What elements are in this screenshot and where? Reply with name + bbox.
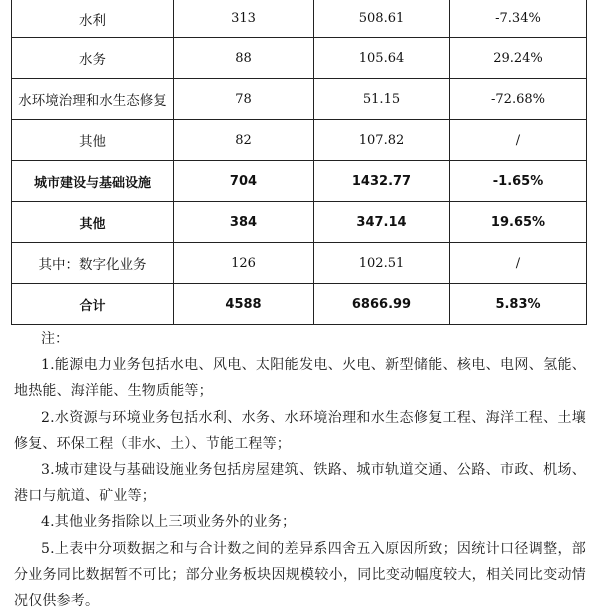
row-count: 384 (174, 202, 314, 243)
table-row (12, 120, 587, 161)
row-change: 19.65% (450, 202, 587, 243)
table-row (12, 0, 587, 38)
row-count: 78 (174, 79, 314, 120)
row-name: 水务 (12, 38, 174, 79)
row-change: / (450, 120, 587, 161)
row-change: / (450, 243, 587, 284)
row-name: 其他 (12, 120, 174, 161)
row-name: 合计 (12, 284, 174, 325)
table-row-subtotal (12, 161, 587, 202)
row-name: 城市建设与基础设施 (12, 161, 174, 202)
row-name: 其他 (12, 202, 174, 243)
row-amount: 1432.77 (314, 161, 450, 202)
data-table (11, 0, 587, 325)
note-item: 4.其他业务指除以上三项业务外的业务； (41, 514, 297, 531)
table-row (12, 79, 587, 120)
row-amount: 107.82 (314, 120, 450, 161)
row-change: -72.68% (450, 79, 587, 120)
row-change: -7.34% (450, 0, 587, 38)
table-row (12, 243, 587, 284)
row-name: 其中：数字化业务 (12, 243, 174, 284)
row-amount: 347.14 (314, 202, 450, 243)
note-item: 3.城市建设与基础设施业务包括房屋建筑、铁路、城市轨道交通、公路、市政、机场、港口与航道、矿业等； (14, 462, 586, 505)
note-item: 1.能源电力业务包括水电、风电、太阳能发电、火电、新型储能、核电、电网、氢能、地热能、海洋能、生物质能等； (14, 357, 586, 400)
row-count: 704 (174, 161, 314, 202)
row-count: 88 (174, 38, 314, 79)
row-count: 4588 (174, 284, 314, 325)
row-change: -1.65% (450, 161, 587, 202)
row-change: 5.83% (450, 284, 587, 325)
row-count: 82 (174, 120, 314, 161)
row-amount: 102.51 (314, 243, 450, 284)
row-amount: 6866.99 (314, 284, 450, 325)
table-row-subtotal (12, 202, 587, 243)
row-name: 水环境治理和水生态修复 (12, 79, 174, 120)
row-count: 313 (174, 0, 314, 38)
row-name: 水利 (12, 0, 174, 38)
row-change: 29.24% (450, 38, 587, 79)
row-amount: 508.61 (314, 0, 450, 38)
row-amount: 51.15 (314, 79, 450, 120)
notes-section (14, 326, 586, 614)
note-item: 2.水资源与环境业务包括水利、水务、水环境治理和水生态修复工程、海洋工程、土壤修复、环保工程（非水、土）、节能工程等； (14, 409, 586, 452)
table-row (12, 38, 587, 79)
row-count: 126 (174, 243, 314, 284)
notes-heading: 注： (41, 331, 69, 347)
note-item: 5.上表中分项数据之和与合计数之间的差异系四舍五入原因所致；因统计口径调整，部分业务同比数据暂不可比；部分业务板块因规模较小，同比变动幅度较大，相关同比变动情况仅供参考。 (14, 540, 586, 610)
table-row-total (12, 284, 587, 325)
row-amount: 105.64 (314, 38, 450, 79)
